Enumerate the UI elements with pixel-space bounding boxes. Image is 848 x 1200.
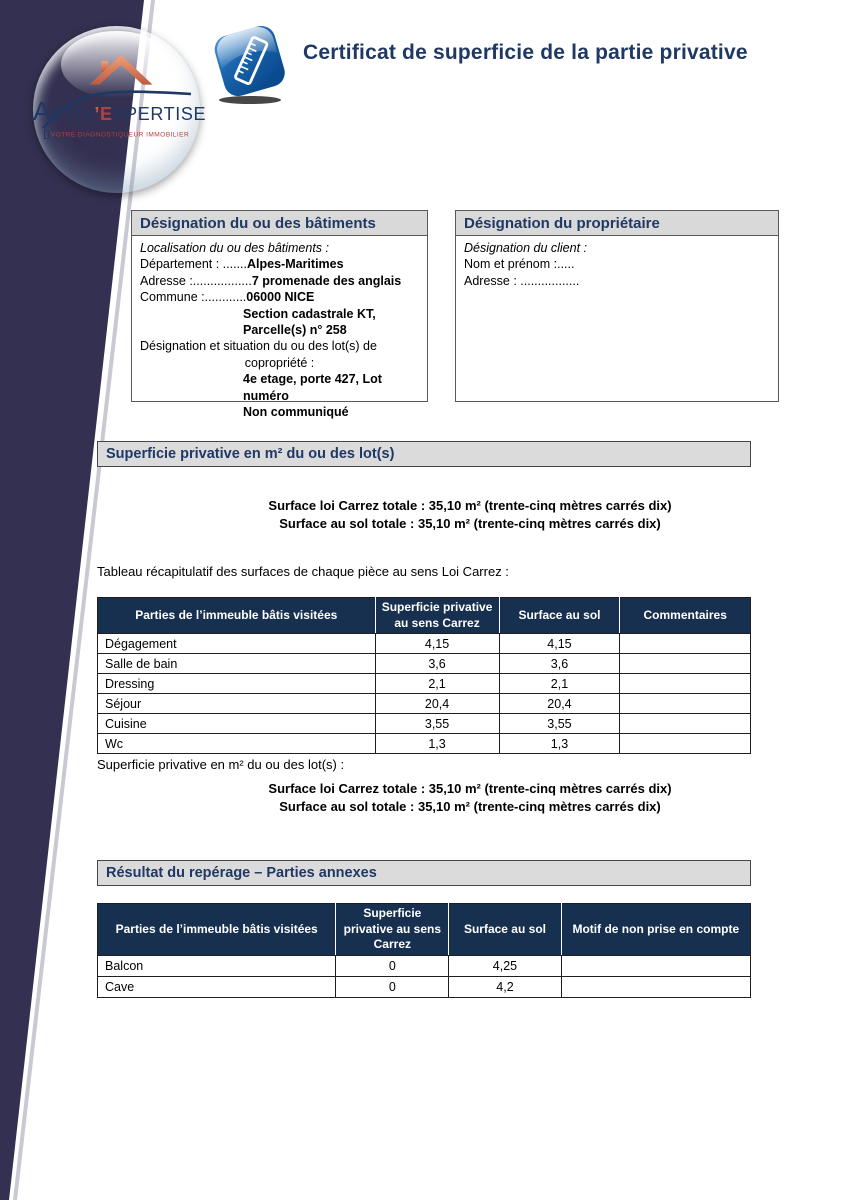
cell-carrez: 1,3 bbox=[375, 734, 499, 754]
annexes-table-header-row bbox=[98, 904, 751, 956]
table-row bbox=[98, 976, 751, 997]
cell-room: Séjour bbox=[98, 694, 376, 714]
cell-carrez: 0 bbox=[336, 955, 449, 976]
page-title: Certificat de superficie de la partie privative bbox=[303, 41, 748, 64]
table-row bbox=[98, 634, 751, 654]
cell-room: Dressing bbox=[98, 674, 376, 694]
brand-expertise-rest: XPERTISE bbox=[112, 104, 207, 124]
table-row bbox=[98, 674, 751, 694]
cell-comment bbox=[620, 674, 751, 694]
owner-address-line: Adresse : ................. bbox=[464, 273, 580, 288]
cell-annexe: Balcon bbox=[98, 955, 336, 976]
lot-value-line-1: 4e etage, porte 427, Lot numéro bbox=[243, 372, 382, 403]
brand-tagline-text: VOTRE DIAGNOSTIQUEUR IMMOBILIER bbox=[50, 131, 190, 139]
cell-comment bbox=[620, 654, 751, 674]
col-header-commentaires: Commentaires bbox=[620, 598, 751, 634]
cadastre-line-1: Section cadastrale KT, bbox=[243, 306, 376, 321]
totals-bottom bbox=[100, 780, 840, 816]
col-header-sol: Surface au sol bbox=[449, 904, 561, 956]
cadastre-line-2: Parcelle(s) n° 258 bbox=[243, 323, 347, 338]
buildings-intro: Localisation du ou des bâtiments : bbox=[140, 241, 330, 255]
cell-carrez: 0 bbox=[336, 976, 449, 997]
brand-expertise-initial: E bbox=[99, 104, 113, 124]
field-departement: Département : .......Alpes-Maritimes bbox=[140, 257, 344, 272]
brand-tagline bbox=[33, 130, 200, 139]
buildings-designation-box bbox=[131, 210, 428, 420]
brand-apostrophe: ’ bbox=[94, 104, 100, 124]
cell-sol: 4,15 bbox=[499, 634, 620, 654]
table-row bbox=[98, 734, 751, 754]
totals-top bbox=[100, 497, 840, 533]
cell-sol: 1,3 bbox=[499, 734, 620, 754]
table-row bbox=[98, 654, 751, 674]
owner-box-header: Désignation du propriétaire bbox=[456, 211, 778, 236]
col-header-sol: Surface au sol bbox=[499, 598, 620, 634]
section-reperage-header: Résultat du repérage – Parties annexes bbox=[97, 860, 751, 886]
field-commune: Commune :............06000 NICE bbox=[140, 290, 315, 305]
col-header-carrez: Superficie privative au sens Carrez bbox=[336, 904, 449, 956]
total-carrez-bottom: Surface loi Carrez totale : 35,10 m² (trente-cinq mètres carrés dix) bbox=[268, 781, 672, 796]
lot-value-line-2: Non communiqué bbox=[243, 405, 349, 420]
after-table-label: Superficie privative en m² du ou des lot(s) : bbox=[97, 757, 345, 772]
col-header-carrez: Superficie privative au sens Carrez bbox=[375, 598, 499, 634]
company-logo bbox=[33, 26, 207, 193]
lot-label-line-1: Désignation et situation du ou des lot(s) de bbox=[140, 339, 377, 354]
cell-carrez: 4,15 bbox=[375, 634, 499, 654]
roof-icon bbox=[85, 52, 157, 92]
cell-room: Wc bbox=[98, 734, 376, 754]
col-header-parties: Parties de l’immeuble bâtis visitées bbox=[98, 598, 376, 634]
mini-ruler-icon bbox=[44, 130, 49, 139]
cell-room: Cuisine bbox=[98, 714, 376, 734]
cell-sol: 2,1 bbox=[499, 674, 620, 694]
section-superficie-header: Superficie privative en m² du ou des lot(s) bbox=[97, 441, 751, 467]
cell-carrez: 2,1 bbox=[375, 674, 499, 694]
cell-comment bbox=[620, 634, 751, 654]
brand-name bbox=[33, 96, 207, 127]
col-header-motif: Motif de non prise en compte bbox=[561, 904, 750, 956]
cell-sol: 3,6 bbox=[499, 654, 620, 674]
lot-label-line-2: copropriété : bbox=[244, 355, 315, 370]
total-sol-top: Surface au sol totale : 35,10 m² (trente-cinq mètres carrés dix) bbox=[279, 516, 661, 531]
rooms-table-caption: Tableau récapitulatif des surfaces de chaque pièce au sens Loi Carrez : bbox=[97, 564, 509, 579]
brand-activ-initial: A bbox=[33, 96, 51, 126]
cell-sol: 3,55 bbox=[499, 714, 620, 734]
cell-comment bbox=[620, 714, 751, 734]
col-header-parties: Parties de l’immeuble bâtis visitées bbox=[98, 904, 336, 956]
cell-sol: 20,4 bbox=[499, 694, 620, 714]
buildings-box-content bbox=[132, 236, 427, 424]
cell-comment bbox=[620, 734, 751, 754]
owner-intro: Désignation du client : bbox=[464, 241, 587, 255]
owner-box-content bbox=[456, 236, 778, 293]
cell-sol: 4,2 bbox=[449, 976, 561, 997]
cell-room: Salle de bain bbox=[98, 654, 376, 674]
cell-motif bbox=[561, 976, 750, 997]
brand-activ-rest: CTIV bbox=[50, 104, 95, 124]
owner-designation-box bbox=[455, 210, 779, 402]
owner-name-line: Nom et prénom :..... bbox=[464, 257, 575, 272]
table-row bbox=[98, 955, 751, 976]
rooms-table-header-row bbox=[98, 598, 751, 634]
annexes-table bbox=[97, 903, 751, 998]
cell-annexe: Cave bbox=[98, 976, 336, 997]
buildings-box-header: Désignation du ou des bâtiments bbox=[132, 211, 427, 236]
ruler-badge-icon bbox=[208, 16, 296, 108]
field-adresse: Adresse :.................7 promenade des anglais bbox=[140, 273, 402, 288]
table-row bbox=[98, 694, 751, 714]
cell-comment bbox=[620, 694, 751, 714]
cell-room: Dégagement bbox=[98, 634, 376, 654]
cell-carrez: 20,4 bbox=[375, 694, 499, 714]
total-sol-bottom: Surface au sol totale : 35,10 m² (trente-cinq mètres carrés dix) bbox=[279, 799, 661, 814]
cell-motif bbox=[561, 955, 750, 976]
cell-carrez: 3,55 bbox=[375, 714, 499, 734]
cell-sol: 4,25 bbox=[449, 955, 561, 976]
table-row bbox=[98, 714, 751, 734]
rooms-table bbox=[97, 597, 751, 754]
total-carrez-top: Surface loi Carrez totale : 35,10 m² (trente-cinq mètres carrés dix) bbox=[268, 498, 672, 513]
cell-carrez: 3,6 bbox=[375, 654, 499, 674]
